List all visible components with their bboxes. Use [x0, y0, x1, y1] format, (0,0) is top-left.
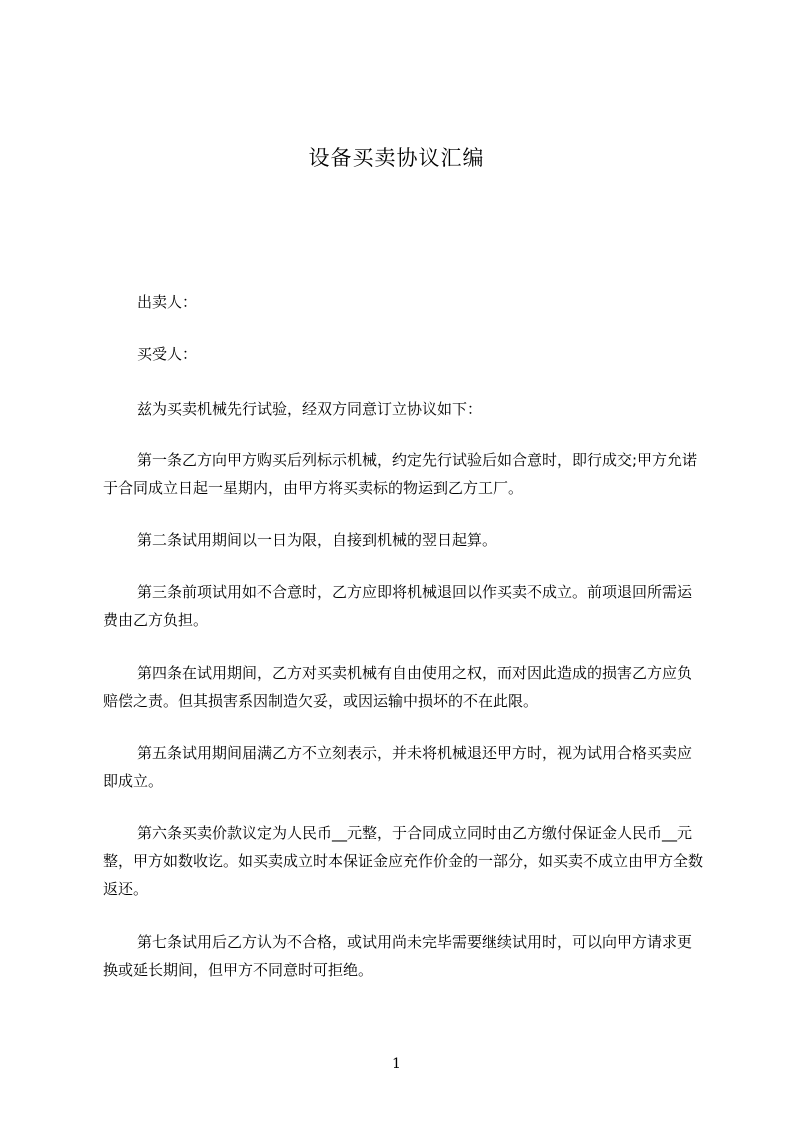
buyer-label: 买受人：	[137, 345, 198, 363]
document-title: 设备买卖协议汇编	[308, 146, 485, 170]
article-6: 第六条买卖价款议定为人民币__元整，于合同成立同时由乙方缴付保证金人民币__元整，甲方如数收讫。如买卖成立时本保证金应充作价金的一部分，如买卖不成立由甲方全数返还。	[103, 824, 704, 898]
article-7: 第七条试用后乙方认为不合格，或试用尚未完毕需要继续试用时，可以向甲方请求更换或延长期间，但甲方不同意时可拒绝。	[103, 933, 693, 979]
page-number: 1	[392, 1056, 401, 1072]
article-4: 第四条在试用期间，乙方对买卖机械有自由使用之权，而对因此造成的损害乙方应负赔偿之责。但其损害系因制造欠妥，或因运输中损坏的不在此限。	[103, 664, 693, 710]
article-1: 第一条乙方向甲方购买后列标示机械，约定先行试验后如合意时，即行成交;甲方允诺于合同成立日起一星期内，由甲方将买卖标的物运到乙方工厂。	[103, 451, 698, 497]
seller-label: 出卖人：	[137, 293, 198, 311]
article-5: 第五条试用期间届满乙方不立刻表示，并未将机械退还甲方时，视为试用合格买卖应即成立。	[103, 744, 693, 790]
article-2: 第二条试用期间以一日为限，自接到机械的翌日起算。	[137, 531, 498, 549]
article-3: 第三条前项试用如不合意时，乙方应即将机械退回以作买卖不成立。前项退回所需运费由乙方负担。	[103, 583, 693, 629]
intro-paragraph: 兹为买卖机械先行试验，经双方同意订立协议如下：	[137, 400, 483, 418]
